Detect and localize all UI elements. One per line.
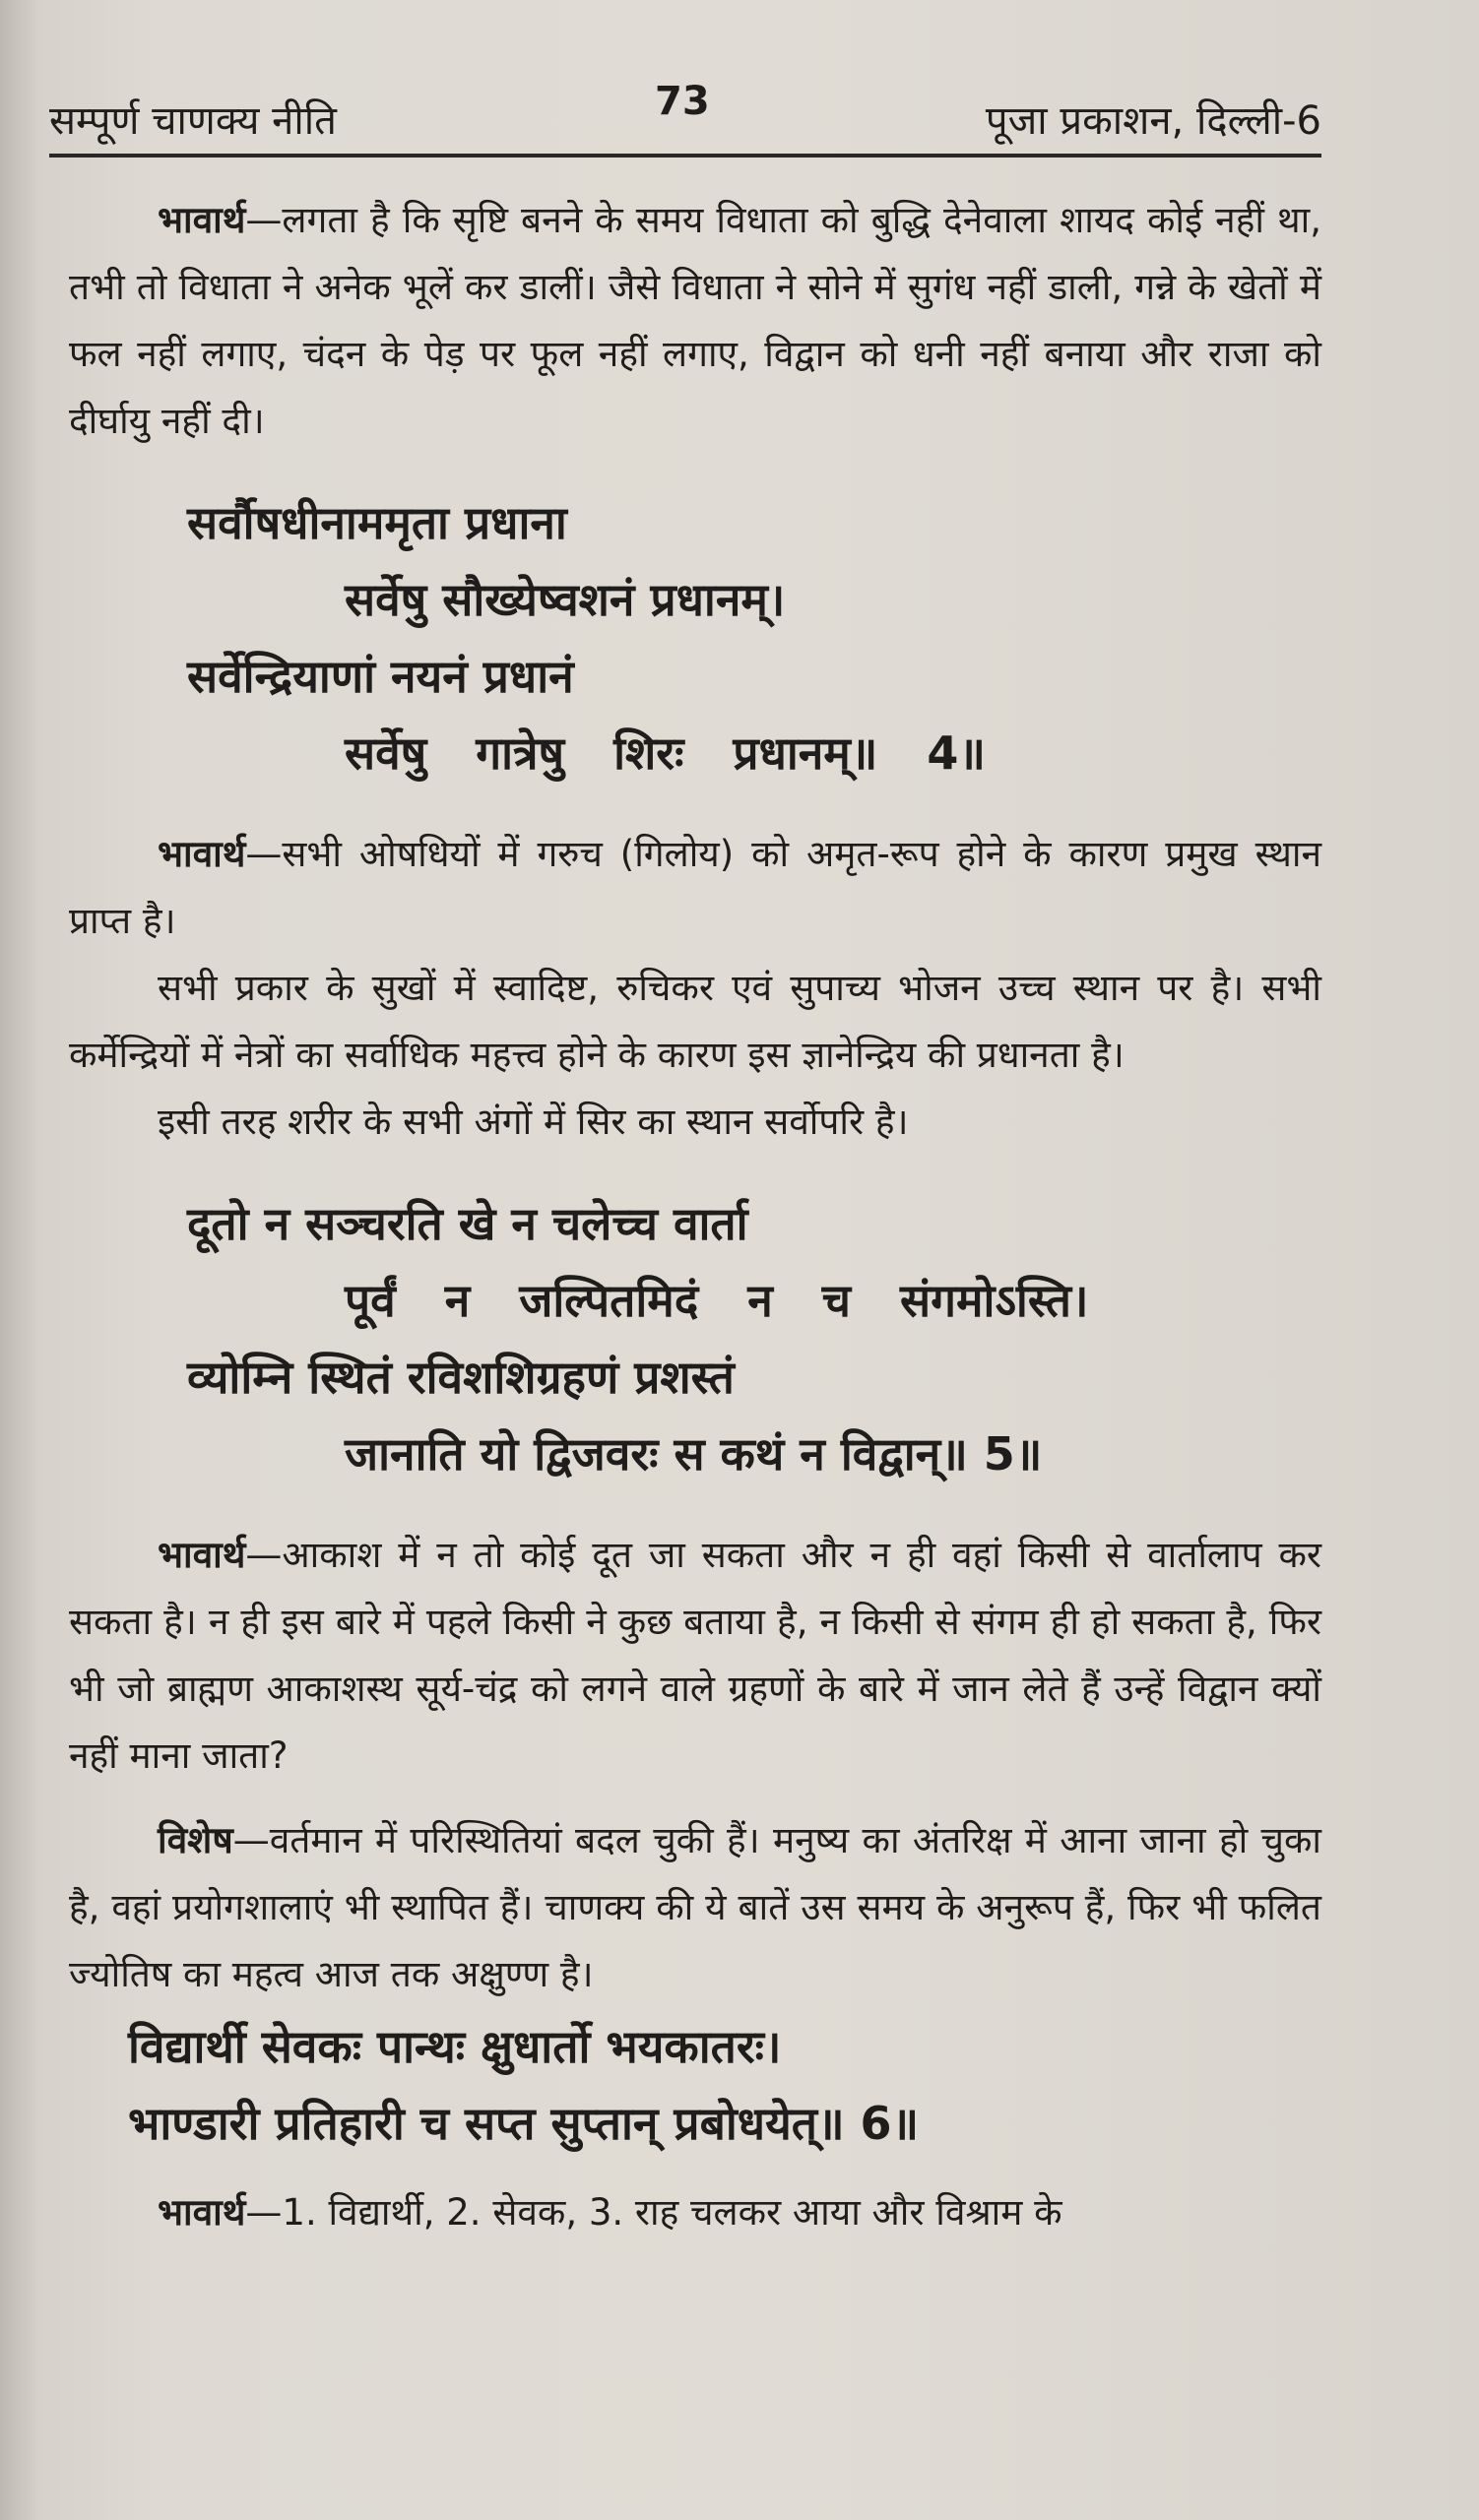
verse-line: दूतो न सञ्चरति खे न चलेच्च वार्ता [187, 1197, 748, 1250]
paragraph-bhavarth-3 [69, 187, 1321, 455]
paragraph-lead: भावार्थ [158, 1534, 246, 1576]
verse-line: सर्वेन्द्रियाणां नयनं प्रधानं [187, 650, 574, 703]
verse-4 [69, 484, 1321, 791]
paragraph-lead: विशेष [158, 1819, 233, 1861]
paragraph-text: —लगता है कि सृष्टि बनने के समय विधाता को बुद्धि देनेवाला शायद कोई नहीं था, तभी तो विधाता ने अनेक भूलें कर डालीं। जैसे विधाता ने सोने में सुगंध नहीं डाली, गन्ने के खेतों में फल नहीं लगाए, चंदन के पेड़ पर फूल नहीं लगाए, विद्वान को धनी नहीं बनाया और राजा को दीर्घायु नहीं दी। [69, 199, 1321, 442]
paragraph-lead: भावार्थ [158, 833, 246, 875]
header-rule [49, 154, 1321, 158]
paragraph-text: —1. विद्यार्थी, 2. सेवक, 3. राह चलकर आया और विश्राम के [245, 2191, 1062, 2234]
paragraph-vishesh [69, 1807, 1321, 2008]
page-number: 73 [655, 79, 710, 124]
paragraph-bhavarth-6 [69, 2179, 1321, 2246]
verse-5 [69, 1185, 1321, 1492]
verse-line: सर्वेषु सौख्येष्वशनं प्रधानम्। [345, 573, 786, 626]
paragraph-lead: भावार्थ [158, 2191, 246, 2234]
verse-6 [69, 2008, 1321, 2162]
verse-line: सर्वौषधीनाममृता प्रधाना [187, 496, 567, 549]
paragraph-text: —आकाश में न तो कोई दूत जा सकता और न ही वहां किसी से वार्तालाप कर सकता है। न ही इस बारे में पहले किसी ने कुछ बताया है, न किसी से संगम ही हो सकता है, फिर भी जो ब्राह्मण आकाशस्थ सूर्य-चंद्र को लगने वाले ग्रहणों के बारे में जान लेते हैं उन्हें विद्वान क्यों नहीं माना जाता? [69, 1534, 1321, 1777]
verse-line: व्योम्नि स्थितं रविशशिग्रहणं प्रशस्तं [187, 1351, 735, 1404]
paragraph-text: —वर्तमान में परिस्थितियां बदल चुकी हैं। मनुष्य का अंतरिक्ष में आना जाना हो चुका है, वहां प्रयोगशालाएं भी स्थापित हैं। चाणक्य की ये बातें उस समय के अनुरूप हैं, फिर भी फलित ज्योतिष का महत्व आज तक अक्षुण्ण है। [69, 1819, 1321, 1995]
paragraph-lead: भावार्थ [158, 199, 246, 241]
verse-line: पूर्वं न जल्पितमिदं न च संगमोऽस्ति। [345, 1274, 1089, 1327]
verse-line: जानाति यो द्विजवरः स कथं न विद्वान्॥ 5॥ [345, 1427, 1043, 1480]
page-body [69, 187, 1321, 2246]
verse-line: भाण्डारी प्रतिहारी च सप्त सुप्तान् प्रबोधयेत्॥ 6॥ [128, 2097, 920, 2150]
book-title: सम्पूर्ण चाणक्य नीति [49, 98, 337, 144]
publisher: पूजा प्रकाशन, दिल्ली-6 [985, 98, 1321, 144]
paragraph-sukh: सभी प्रकार के सुखों में स्वादिष्ट, रुचिकर एवं सुपाच्य भोजन उच्च स्थान पर है। सभी कर्मेन्द्रियों में नेत्रों का सर्वाधिक महत्त्व होने के कारण इस ज्ञानेन्द्रिय की प्रधानता है। [69, 967, 1321, 1076]
verse-line: सर्वेषु गात्रेषु शिरः प्रधानम्॥ 4॥ [345, 726, 986, 780]
paragraph-text: —सभी ओषधियों में गरुच (गिलोय) को अमृत-रूप होने के कारण प्रमुख स्थान प्राप्त है। [69, 833, 1321, 942]
paragraph-bhavarth-5 [69, 1522, 1321, 1790]
paragraph-bhavarth-4 [69, 821, 1321, 955]
page-header [49, 79, 1321, 158]
verse-line: विद्यार्थी सेवकः पान्थः क्षुधार्तो भयकातरः। [128, 2020, 782, 2073]
paragraph-sharir: इसी तरह शरीर के सभी अंगों में सिर का स्थान सर्वोपरि है। [158, 1101, 909, 1143]
